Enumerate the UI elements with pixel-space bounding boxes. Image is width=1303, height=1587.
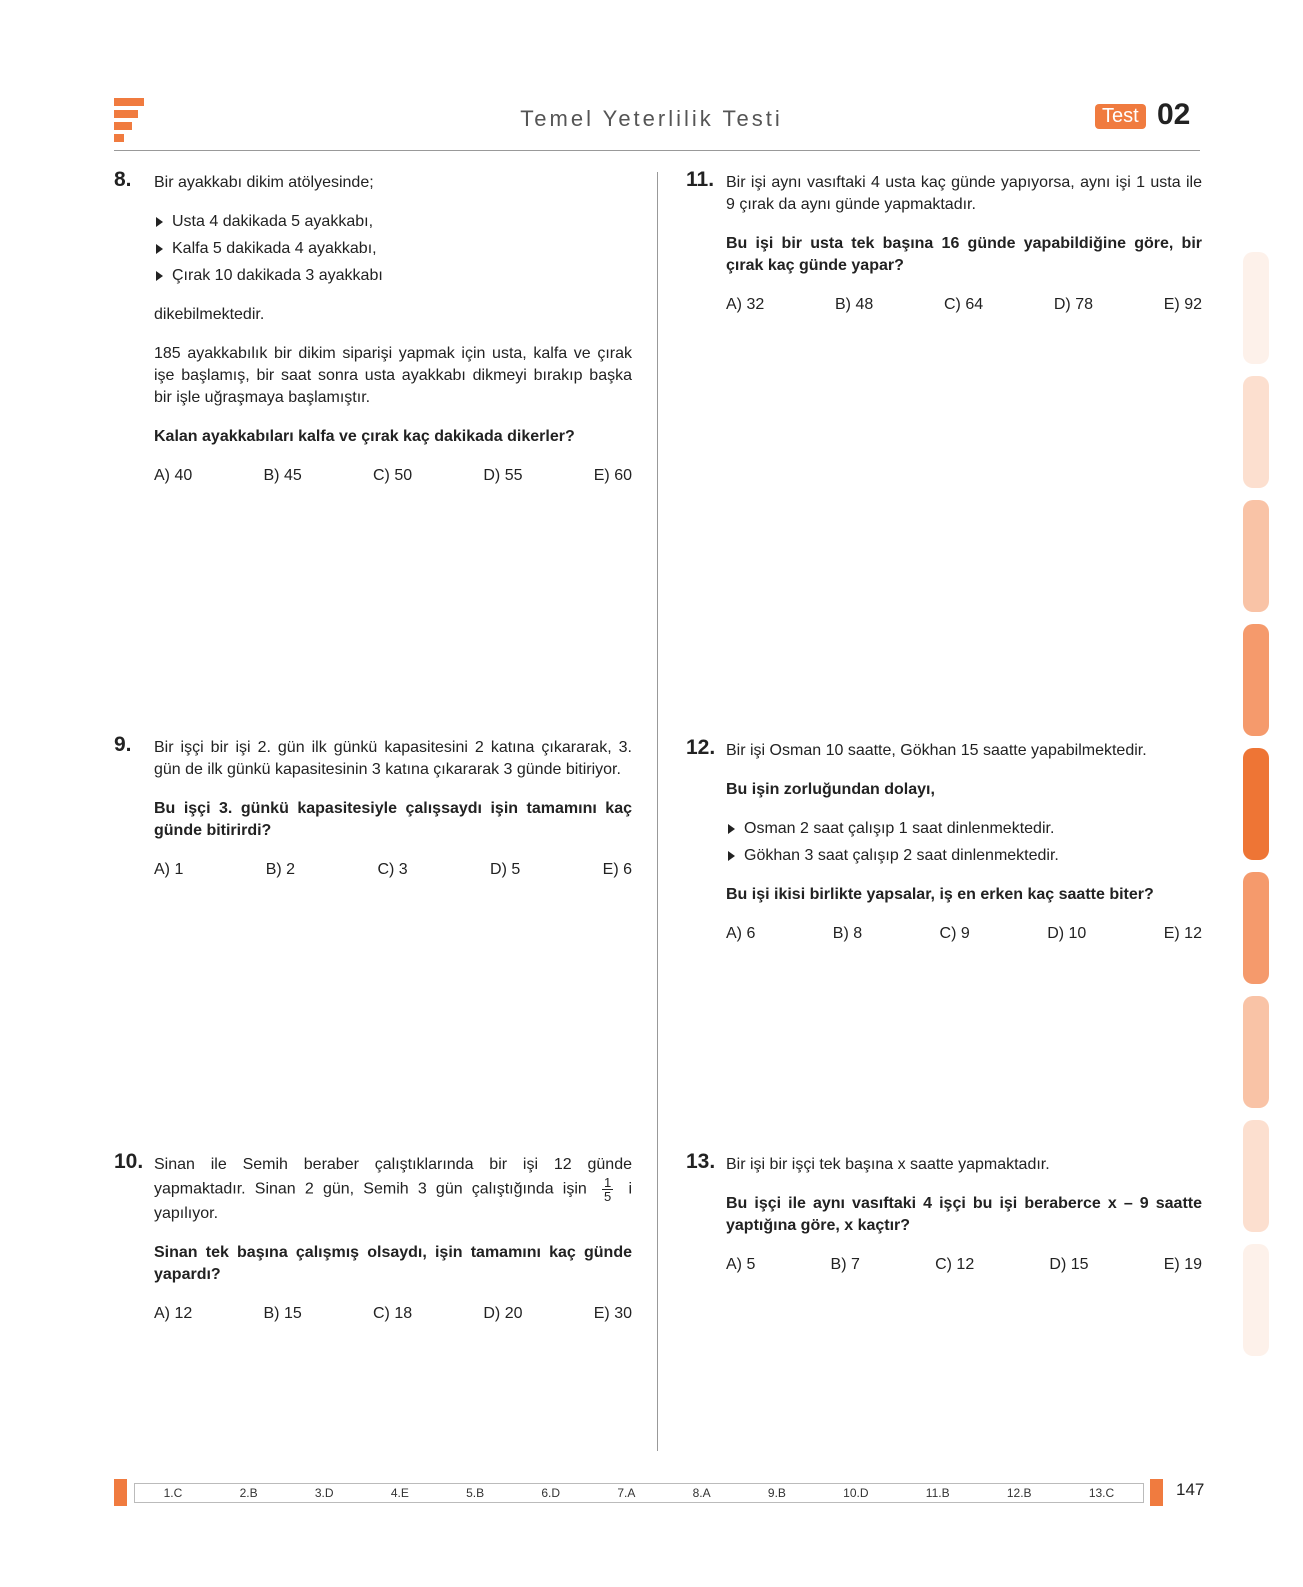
question-text: dikebilmektedir. bbox=[154, 306, 265, 323]
bullet-list bbox=[154, 211, 632, 287]
option-a[interactable]: A) 5 bbox=[726, 1256, 756, 1273]
side-tab bbox=[1243, 1120, 1269, 1232]
answer-key-item: 10.D bbox=[843, 1486, 869, 1500]
question-prompt: Sinan tek başına çalışmış olsaydı, işin tamamını kaç günde yapardı? bbox=[154, 1244, 632, 1283]
option-b[interactable]: B) 15 bbox=[263, 1305, 302, 1322]
question-number: 11. bbox=[686, 168, 715, 191]
list-item: Gökhan 3 saat çalışıp 2 saat dinlenmektedir. bbox=[726, 845, 1202, 867]
side-tab bbox=[1243, 1244, 1269, 1356]
option-b[interactable]: B) 2 bbox=[265, 861, 296, 878]
answer-options bbox=[154, 859, 632, 881]
answer-options bbox=[726, 294, 1202, 316]
answer-key-item: 11.B bbox=[925, 1486, 950, 1500]
option-d[interactable]: D) 5 bbox=[490, 861, 521, 878]
option-d[interactable]: D) 10 bbox=[1047, 925, 1087, 942]
option-a[interactable]: A) 6 bbox=[726, 925, 756, 942]
option-e[interactable]: E) 6 bbox=[602, 861, 632, 878]
answer-options bbox=[154, 465, 632, 487]
option-c[interactable]: C) 12 bbox=[935, 1256, 975, 1273]
question-text: Sinan ile Semih beraber çalıştıklarında bir işi 12 günde yapmaktadır. Sinan 2 gün, Semih 3 gün çalıştığında işin $\frac{1}{5}$ i yapılıyor. bbox=[154, 1156, 632, 1222]
answer-key-item: 8.A bbox=[692, 1486, 711, 1500]
list-item: Usta 4 dakikada 5 ayakkabı, bbox=[154, 211, 632, 233]
answer-key-item: 13.C bbox=[1088, 1486, 1115, 1500]
option-b[interactable]: B) 8 bbox=[832, 925, 863, 942]
side-tab bbox=[1243, 872, 1269, 984]
answer-key-item: 12.B bbox=[1006, 1486, 1032, 1500]
question-number: 10. bbox=[114, 1150, 144, 1173]
question-lead: Bu işin zorluğundan dolayı, bbox=[726, 781, 935, 798]
answer-key-item: 9.B bbox=[767, 1486, 786, 1500]
list-item: Çırak 10 dakikada 3 ayakkabı bbox=[154, 265, 632, 287]
side-tab bbox=[1243, 376, 1269, 488]
page-number: 147 bbox=[1176, 1480, 1205, 1499]
question-text: 185 ayakkabılık bir dikim siparişi yapmak için usta, kalfa ve çırak işe başlamış, bir saat sonra usta ayakkabı dikmeyi bırakıp başka bir işle uğraşmaya başlamıştır. bbox=[154, 345, 632, 406]
option-e[interactable]: E) 30 bbox=[593, 1305, 632, 1322]
answer-key-item: 3.D bbox=[314, 1486, 334, 1500]
option-e[interactable]: E) 60 bbox=[593, 467, 632, 484]
answer-key-item: 4.E bbox=[390, 1486, 409, 1500]
answer-key bbox=[134, 1483, 1144, 1503]
option-a[interactable]: A) 1 bbox=[154, 861, 184, 878]
question-text: Bir işi Osman 10 saatte, Gökhan 15 saatte yapabilmektedir. bbox=[726, 742, 1147, 759]
question-text: Bir işi aynı vasıftaki 4 usta kaç günde yapıyorsa, aynı işi 1 usta ile 9 çırak da aynı günde yapmaktadır. bbox=[726, 174, 1202, 213]
answer-key-item: 2.B bbox=[239, 1486, 258, 1500]
option-d[interactable]: D) 20 bbox=[483, 1305, 523, 1322]
option-c[interactable]: C) 50 bbox=[373, 467, 413, 484]
question-text: Bir işi bir işçi tek başına x saatte yapmaktadır. bbox=[726, 1156, 1050, 1173]
question-prompt: Bu işçi 3. günkü kapasitesiyle çalışsaydı işin tamamını kaç günde bitirirdi? bbox=[154, 800, 632, 839]
side-tab bbox=[1243, 996, 1269, 1108]
option-c[interactable]: C) 64 bbox=[944, 296, 984, 313]
bullet-list bbox=[726, 818, 1202, 867]
option-b[interactable]: B) 7 bbox=[830, 1256, 860, 1273]
option-a[interactable]: A) 40 bbox=[154, 467, 193, 484]
page-header-title: Temel Yeterlilik Testi bbox=[520, 106, 783, 131]
footer-accent-right bbox=[1150, 1479, 1163, 1506]
side-tab bbox=[1243, 624, 1269, 736]
question-intro: Bir ayakkabı dikim atölyesinde; bbox=[154, 174, 374, 191]
option-d[interactable]: D) 15 bbox=[1049, 1256, 1089, 1273]
option-c[interactable]: C) 3 bbox=[377, 861, 408, 878]
side-tab bbox=[1243, 500, 1269, 612]
question-prompt: Bu işçi ile aynı vasıftaki 4 işçi bu işi beraberce x – 9 saatte yaptığına göre, x kaçtır? bbox=[726, 1195, 1202, 1234]
answer-key-item: 6.D bbox=[541, 1486, 561, 1500]
answer-key-item: 1.C bbox=[163, 1486, 183, 1500]
option-a[interactable]: A) 32 bbox=[726, 296, 765, 313]
fraction: $\frac{1}{5}$ bbox=[604, 1175, 612, 1204]
list-item: Kalfa 5 dakikada 4 ayakkabı, bbox=[154, 238, 632, 260]
option-b[interactable]: B) 45 bbox=[263, 467, 302, 484]
question-prompt: Bu işi bir usta tek başına 16 günde yapabildiğine göre, bir çırak kaç günde yapar? bbox=[726, 235, 1202, 274]
list-item: Osman 2 saat çalışıp 1 saat dinlenmektedir. bbox=[726, 818, 1202, 840]
option-a[interactable]: A) 12 bbox=[154, 1305, 193, 1322]
question-prompt: Kalan ayakkabıları kalfa ve çırak kaç dakikada dikerler? bbox=[154, 428, 575, 445]
question-number: 8. bbox=[114, 168, 132, 191]
answer-options bbox=[154, 1303, 632, 1325]
footer-accent-left bbox=[114, 1479, 127, 1506]
test-number: 02 bbox=[1157, 98, 1191, 131]
answer-options bbox=[726, 923, 1202, 945]
option-e[interactable]: E) 12 bbox=[1163, 925, 1202, 942]
question-number: 12. bbox=[686, 736, 716, 759]
answer-key-item: 7.A bbox=[617, 1486, 636, 1500]
test-badge: Test bbox=[1095, 104, 1146, 129]
option-d[interactable]: D) 55 bbox=[483, 467, 523, 484]
question-text: Bir işçi bir işi 2. gün ilk günkü kapasitesini 2 katına çıkararak, 3. gün de ilk günkü kapasitesinin 3 katına çıkararak 3 günde bitiriyor. bbox=[154, 739, 632, 778]
column-divider bbox=[657, 172, 658, 1451]
side-tab-active bbox=[1243, 748, 1269, 860]
option-d[interactable]: D) 78 bbox=[1053, 296, 1093, 313]
option-e[interactable]: E) 19 bbox=[1163, 1256, 1202, 1273]
question-number: 9. bbox=[114, 733, 132, 756]
option-c[interactable]: C) 18 bbox=[373, 1305, 413, 1322]
answer-options bbox=[726, 1254, 1202, 1276]
question-number: 13. bbox=[686, 1150, 716, 1173]
side-tab bbox=[1243, 252, 1269, 364]
question-prompt: Bu işi ikisi birlikte yapsalar, iş en erken kaç saatte biter? bbox=[726, 886, 1154, 903]
option-b[interactable]: B) 48 bbox=[835, 296, 874, 313]
option-e[interactable]: E) 92 bbox=[1163, 296, 1202, 313]
header-divider bbox=[114, 150, 1200, 151]
answer-key-item: 5.B bbox=[466, 1486, 485, 1500]
option-c[interactable]: C) 9 bbox=[939, 925, 970, 942]
